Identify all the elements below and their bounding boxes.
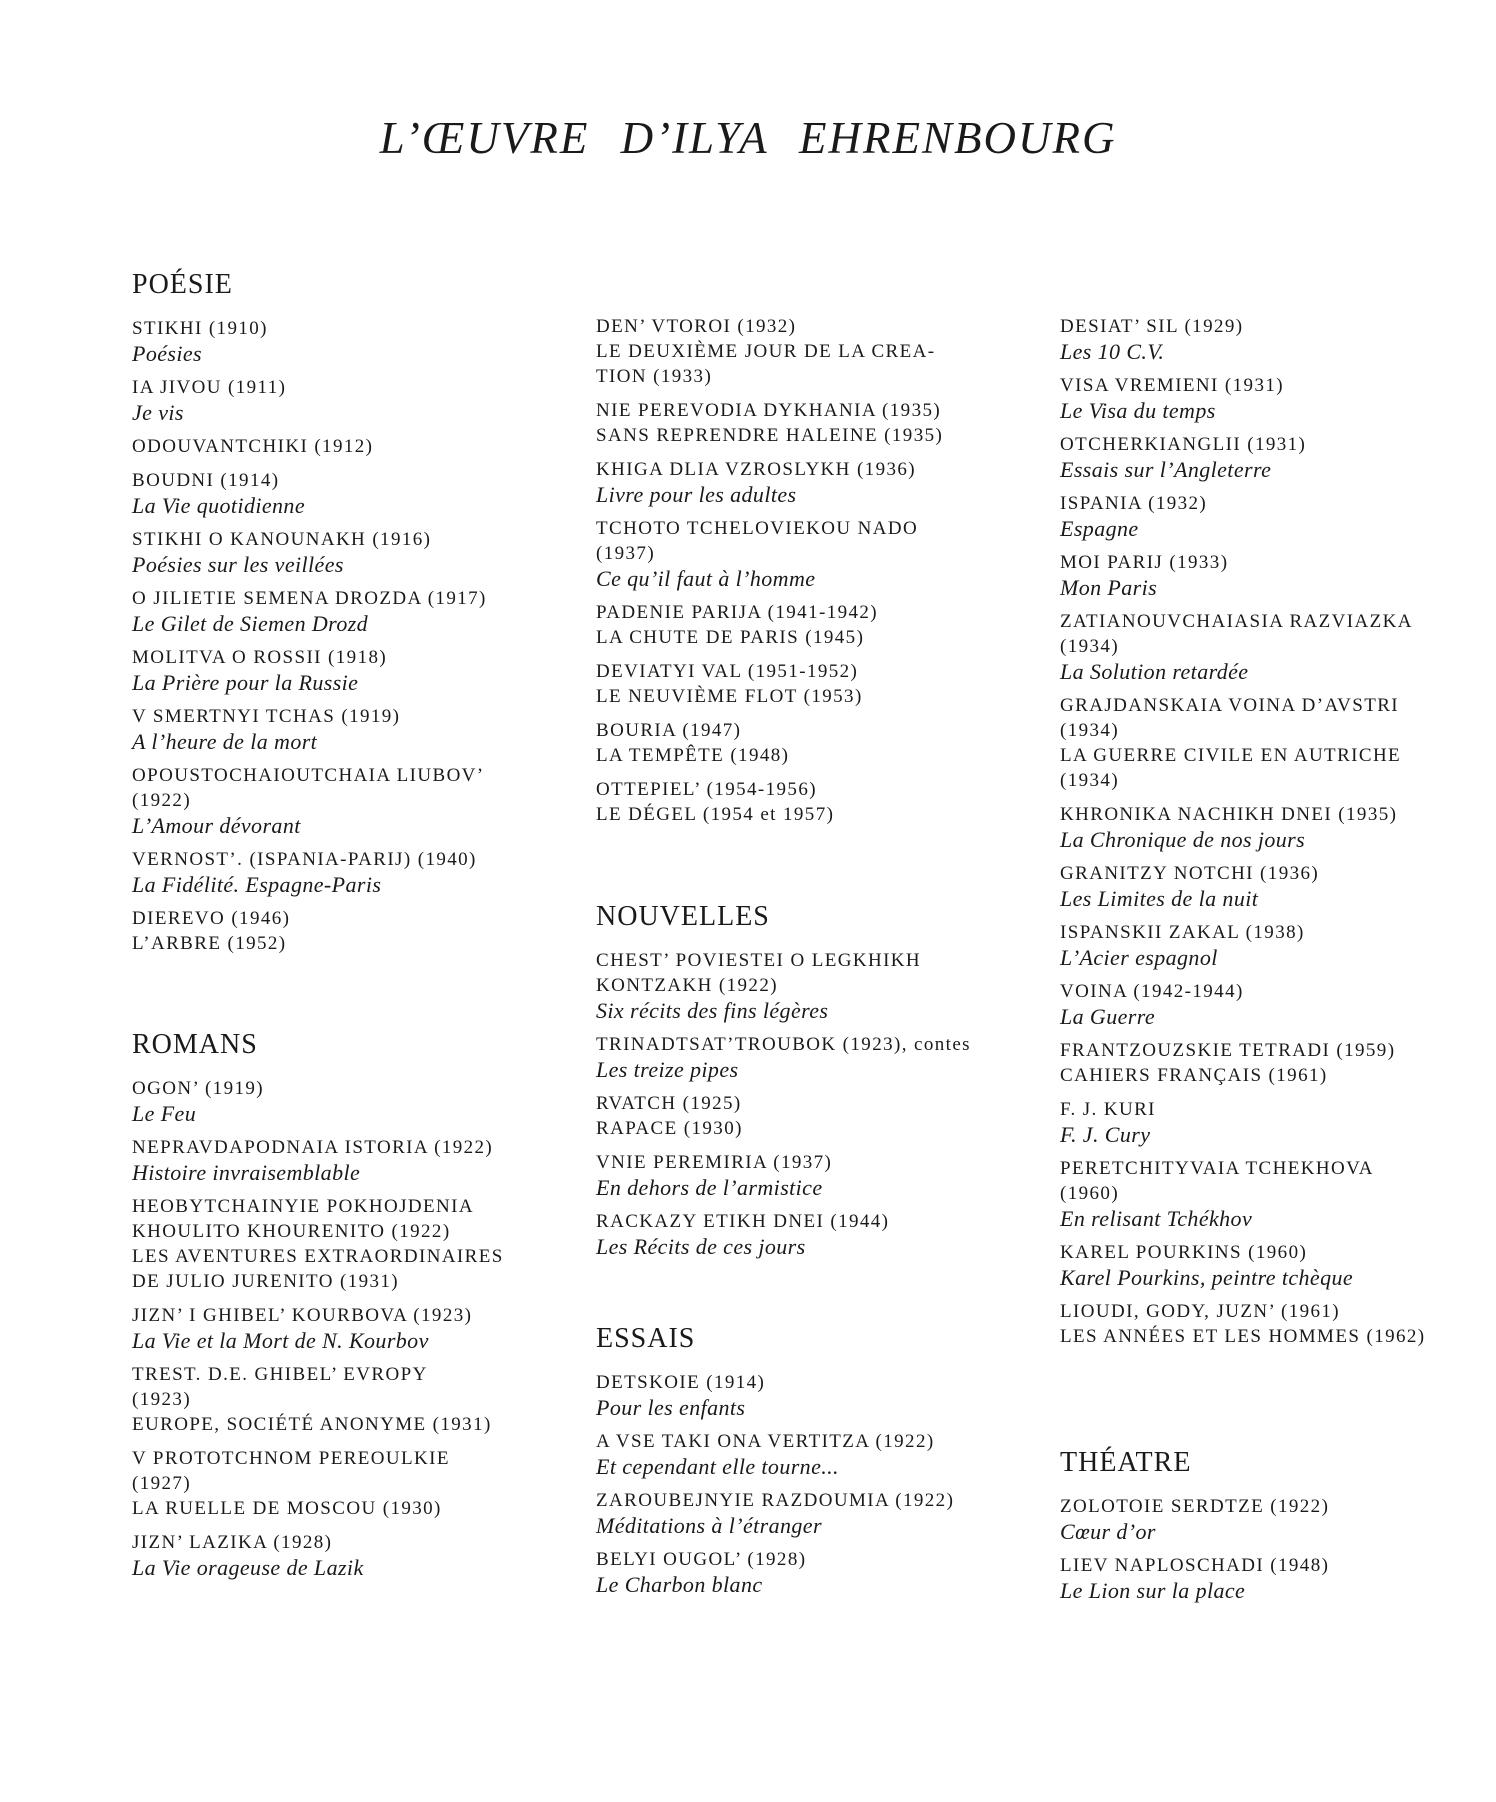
- bibliography-entry: [596, 1209, 971, 1259]
- bibliography-entry: [1060, 373, 1426, 423]
- french-title: La Vie et la Mort de N. Kourbov: [132, 1328, 429, 1353]
- french-title: Le Visa du temps: [1060, 398, 1216, 423]
- bibliography-entry: [132, 527, 487, 577]
- russian-title: NIE PEREVODIA DYKHANIA (1935): [596, 400, 942, 421]
- french-title: Les Récits de ces jours: [596, 1234, 806, 1259]
- french-title: Le Lion sur la place: [1060, 1578, 1246, 1603]
- russian-title: LA CHUTE DE PARIS (1945): [596, 627, 865, 648]
- french-title: La Prière pour la Russie: [132, 670, 359, 695]
- bibliography-entry: [1060, 432, 1426, 482]
- russian-title: ISPANIA (1932): [1060, 493, 1208, 514]
- french-title: Méditations à l’étranger: [596, 1513, 822, 1538]
- bibliography-entry: [132, 704, 487, 754]
- russian-title: GRAJDANSKAIA VOINA D’AVSTRI: [1060, 695, 1400, 716]
- russian-title: L’ARBRE (1952): [132, 933, 287, 954]
- french-title: Livre pour les adultes: [596, 482, 797, 507]
- french-title: La Chronique de nos jours: [1060, 827, 1306, 852]
- page-title: L’ŒUVRE D’ILYA EHRENBOURG: [379, 113, 1117, 163]
- bibliography-entry: [596, 600, 943, 650]
- bibliography-entry: [596, 777, 943, 827]
- section-heading: THÉATRE: [1060, 1447, 1192, 1478]
- bibliography-entry: [1060, 861, 1426, 911]
- russian-title: BELYI OUGOL’ (1928): [596, 1549, 807, 1570]
- russian-title: (1934): [1060, 770, 1120, 791]
- russian-title: (1934): [1060, 720, 1120, 741]
- bibliography-entry: [132, 468, 487, 518]
- russian-title: CAHIERS FRANÇAIS (1961): [1060, 1065, 1328, 1086]
- russian-title: PADENIE PARIJA (1941-1942): [596, 602, 879, 623]
- bibliography-entry: [596, 1370, 954, 1420]
- bibliography-entry: [1060, 1240, 1426, 1290]
- french-title: Six récits des fins légères: [596, 998, 829, 1023]
- russian-title: BOURIA (1947): [596, 720, 742, 741]
- russian-title: ZATIANOUVCHAIASIA RAZVIAZKA: [1060, 611, 1413, 632]
- section-essais: [596, 1322, 954, 1606]
- russian-title: OGON’ (1919): [132, 1078, 265, 1099]
- russian-title: GRANITZY NOTCHI (1936): [1060, 863, 1320, 884]
- bibliography-entry: [596, 659, 943, 709]
- bibliography-entry: [132, 763, 487, 838]
- russian-title: (1923): [132, 1389, 192, 1410]
- russian-title: JIZN’ LAZIKA (1928): [132, 1532, 333, 1553]
- french-title: La Vie quotidienne: [132, 493, 305, 518]
- bibliography-entry: [1060, 314, 1426, 364]
- bibliography-entry: [1060, 979, 1426, 1029]
- russian-title: TCHOTO TCHELOVIEKOU NADO: [596, 518, 919, 539]
- bibliography-entry: [596, 718, 943, 768]
- french-title: Essais sur l’Angleterre: [1060, 457, 1272, 482]
- russian-title: DE JULIO JURENITO (1931): [132, 1271, 400, 1292]
- russian-title: VISA VREMIENI (1931): [1060, 375, 1284, 396]
- russian-title: LA TEMPÊTE (1948): [596, 745, 790, 766]
- russian-title: TRINADTSAT’TROUBOK (1923), contes: [596, 1034, 971, 1055]
- section-romans-continued: [596, 314, 943, 836]
- bibliography-entry: [132, 1446, 504, 1521]
- bibliography-entry: [1060, 491, 1426, 541]
- bibliography-entry: [596, 1032, 971, 1082]
- section-romans: [132, 1028, 504, 1589]
- french-title: En relisant Tchékhov: [1060, 1206, 1253, 1231]
- russian-title: (1927): [132, 1473, 192, 1494]
- french-title: Espagne: [1060, 516, 1139, 541]
- russian-title: OTCHERKIANGLII (1931): [1060, 434, 1307, 455]
- russian-title: JIZN’ I GHIBEL’ KOURBOVA (1923): [132, 1305, 473, 1326]
- russian-title: (1960): [1060, 1183, 1120, 1204]
- section-heading: ESSAIS: [596, 1323, 696, 1354]
- russian-title: DESIAT’ SIL (1929): [1060, 316, 1244, 337]
- russian-title: BOUDNI (1914): [132, 470, 280, 491]
- section-nouvelles: [596, 900, 971, 1268]
- bibliography-entry: [596, 1150, 971, 1200]
- french-title: La Fidélité. Espagne-Paris: [132, 872, 382, 897]
- russian-title: LES AVENTURES EXTRAORDINAIRES: [132, 1246, 504, 1267]
- russian-title: LE DÉGEL (1954 et 1957): [596, 804, 835, 825]
- bibliography-entry: [132, 434, 487, 459]
- bibliography-entry: [132, 906, 487, 956]
- bibliography-entry: [1060, 609, 1426, 684]
- russian-title: LA GUERRE CIVILE EN AUTRICHE: [1060, 745, 1402, 766]
- french-title: En dehors de l’armistice: [596, 1175, 823, 1200]
- french-title: Karel Pourkins, peintre tchèque: [1060, 1265, 1354, 1290]
- section-essais-continued: [1060, 314, 1426, 1358]
- bibliography-entry: [132, 1076, 504, 1126]
- russian-title: ODOUVANTCHIKI (1912): [132, 436, 374, 457]
- bibliography-entry: [596, 1091, 971, 1141]
- russian-title: DEN’ VTOROI (1932): [596, 316, 797, 337]
- section-theatre: [1060, 1446, 1329, 1612]
- french-title: Le Feu: [132, 1101, 197, 1126]
- bibliography-entry: [596, 314, 943, 389]
- bibliography-entry: [596, 948, 971, 1023]
- bibliography-entry: [596, 516, 943, 591]
- bibliography-entry: [1060, 693, 1426, 793]
- russian-title: LE NEUVIÈME FLOT (1953): [596, 686, 863, 707]
- russian-title: SANS REPRENDRE HALEINE (1935): [596, 425, 944, 446]
- french-title: Poésies sur les veillées: [132, 552, 344, 577]
- russian-title: MOLITVA O ROSSII (1918): [132, 647, 388, 668]
- russian-title: KHIGA DLIA VZROSLYKH (1936): [596, 459, 917, 480]
- russian-title: ZOLOTOIE SERDTZE (1922): [1060, 1496, 1330, 1517]
- french-title: La Vie orageuse de Lazik: [132, 1555, 364, 1580]
- russian-title: IA JIVOU (1911): [132, 377, 287, 398]
- section-heading: ROMANS: [132, 1029, 258, 1060]
- bibliography-entry: [1060, 1038, 1426, 1088]
- bibliography-entry: [1060, 1299, 1426, 1349]
- russian-title: F. J. KURI: [1060, 1099, 1156, 1120]
- french-title: La Guerre: [1060, 1004, 1156, 1029]
- french-title: L’Acier espagnol: [1060, 945, 1218, 970]
- russian-title: (1937): [596, 543, 656, 564]
- bibliography-entry: [1060, 802, 1426, 852]
- bibliography-entry: [132, 375, 487, 425]
- bibliography-entry: [132, 1303, 504, 1353]
- russian-title: RVATCH (1925): [596, 1093, 742, 1114]
- russian-title: MOI PARIJ (1933): [1060, 552, 1229, 573]
- russian-title: V PROTOTCHNOM PEREOULKIE: [132, 1448, 450, 1469]
- bibliography-entry: [1060, 1156, 1426, 1231]
- russian-title: FRANTZOUZSKIE TETRADI (1959): [1060, 1040, 1396, 1061]
- bibliography-entry: [1060, 1553, 1329, 1603]
- russian-title: DEVIATYI VAL (1951-1952): [596, 661, 859, 682]
- bibliography-entry: [1060, 920, 1426, 970]
- french-title: Les 10 C.V.: [1060, 339, 1165, 364]
- french-title: Je vis: [132, 400, 184, 425]
- french-title: Ce qu’il faut à l’homme: [596, 566, 816, 591]
- french-title: Et cependant elle tourne...: [596, 1454, 839, 1479]
- russian-title: KAREL POURKINS (1960): [1060, 1242, 1308, 1263]
- russian-title: VERNOST’. (ISPANIA-PARIJ) (1940): [132, 849, 477, 870]
- russian-title: PERETCHITYVAIA TCHEKHOVA: [1060, 1158, 1374, 1179]
- french-title: Les treize pipes: [596, 1057, 739, 1082]
- bibliography-entry: [132, 847, 487, 897]
- bibliography-entry: [132, 586, 487, 636]
- french-title: Mon Paris: [1060, 575, 1158, 600]
- russian-title: NEPRAVDAPODNAIA ISTORIA (1922): [132, 1137, 494, 1158]
- russian-title: O JILIETIE SEMENA DROZDA (1917): [132, 588, 487, 609]
- french-title: Le Gilet de Siemen Drozd: [132, 611, 369, 636]
- russian-title: LE DEUXIÈME JOUR DE LA CREA-: [596, 341, 936, 362]
- bibliography-entry: [132, 316, 487, 366]
- bibliography-entry: [132, 1362, 504, 1437]
- bibliography-entry: [596, 398, 943, 448]
- russian-title: OTTEPIEL’ (1954-1956): [596, 779, 817, 800]
- bibliography-entry: [132, 1194, 504, 1294]
- bibliography-entry: [596, 1429, 954, 1479]
- russian-title: VNIE PEREMIRIA (1937): [596, 1152, 833, 1173]
- bibliography-entry: [132, 1135, 504, 1185]
- bibliography-entry: [132, 1530, 504, 1580]
- section-heading: NOUVELLES: [596, 901, 770, 932]
- russian-title: (1922): [132, 790, 192, 811]
- russian-title: RACKAZY ETIKH DNEI (1944): [596, 1211, 890, 1232]
- russian-title: KHOULITO KHOURENITO (1922): [132, 1221, 451, 1242]
- french-title: F. J. Cury: [1060, 1122, 1151, 1147]
- russian-title: DETSKOIE (1914): [596, 1372, 766, 1393]
- bibliography-entry: [132, 645, 487, 695]
- french-title: Cœur d’or: [1060, 1519, 1156, 1544]
- french-title: Histoire invraisemblable: [132, 1160, 361, 1185]
- russian-title: VOINA (1942-1944): [1060, 981, 1244, 1002]
- section-heading: POÉSIE: [132, 269, 233, 300]
- russian-title: CHEST’ POVIESTEI O LEGKHIKH: [596, 950, 922, 971]
- bibliography-entry: [1060, 1494, 1329, 1544]
- russian-title: KONTZAKH (1922): [596, 975, 778, 996]
- russian-title: KHRONIKA NACHIKH DNEI (1935): [1060, 804, 1398, 825]
- french-title: La Solution retardée: [1060, 659, 1249, 684]
- russian-title: STIKHI (1910): [132, 318, 268, 339]
- bibliography-entry: [596, 457, 943, 507]
- russian-title: EUROPE, SOCIÉTÉ ANONYME (1931): [132, 1414, 492, 1435]
- russian-title: LES ANNÉES ET LES HOMMES (1962): [1060, 1326, 1426, 1347]
- bibliography-entry: [1060, 1097, 1426, 1147]
- russian-title: DIEREVO (1946): [132, 908, 291, 929]
- russian-title: LIEV NAPLOSCHADI (1948): [1060, 1555, 1330, 1576]
- bibliography-entry: [596, 1547, 954, 1597]
- bibliography-entry: [1060, 550, 1426, 600]
- russian-title: ISPANSKII ZAKAL (1938): [1060, 922, 1305, 943]
- bibliography-entry: [596, 1488, 954, 1538]
- russian-title: OPOUSTOCHAIOUTCHAIA LIUBOV’: [132, 765, 485, 786]
- russian-title: LA RUELLE DE MOSCOU (1930): [132, 1498, 442, 1519]
- section-poesie: [132, 268, 487, 965]
- french-title: Poésies: [132, 341, 203, 366]
- russian-title: HEOBYTCHAINYIE POKHOJDENIA: [132, 1196, 474, 1217]
- russian-title: TREST. D.E. GHIBEL’ EVROPY: [132, 1364, 428, 1385]
- russian-title: RAPACE (1930): [596, 1118, 743, 1139]
- russian-title: LIOUDI, GODY, JUZN’ (1961): [1060, 1301, 1341, 1322]
- russian-title: STIKHI O KANOUNAKH (1916): [132, 529, 432, 550]
- russian-title: ZAROUBEJNYIE RAZDOUMIA (1922): [596, 1490, 955, 1511]
- french-title: L’Amour dévorant: [132, 813, 301, 838]
- russian-title: (1934): [1060, 636, 1120, 657]
- russian-title: TION (1933): [596, 366, 713, 387]
- russian-title: A VSE TAKI ONA VERTITZA (1922): [596, 1431, 935, 1452]
- russian-title: V SMERTNYI TCHAS (1919): [132, 706, 401, 727]
- french-title: Pour les enfants: [596, 1395, 746, 1420]
- french-title: Les Limites de la nuit: [1060, 886, 1259, 911]
- french-title: Le Charbon blanc: [596, 1572, 763, 1597]
- french-title: A l’heure de la mort: [132, 729, 318, 754]
